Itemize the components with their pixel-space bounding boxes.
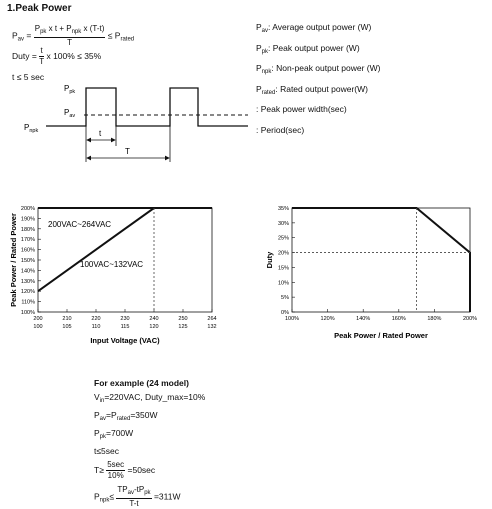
pav-num-b-sub: npk <box>71 29 82 35</box>
y-tick-label: 120% <box>20 289 35 296</box>
y-tick-label: 110% <box>21 299 35 306</box>
y-tick-label: 150% <box>20 258 35 264</box>
legend-item: $P_{rated}$: Rated output power(W) <box>256 83 368 96</box>
example-line-1: $V_{in}=220VAC$, Duty_max=10% <box>94 392 206 404</box>
example-title: For example (24 model) <box>94 378 189 388</box>
y-axis-label: Peak Power / Rated Power <box>9 213 18 307</box>
duty-lhs: Duty = <box>12 50 37 61</box>
pav-num-a: P <box>34 24 41 33</box>
pav-rel-sub: rated <box>120 36 135 43</box>
t-limit: t ≤ 5 sec <box>12 72 45 82</box>
x-tick-label-bottom: 125 <box>178 324 188 330</box>
duty-num: t <box>40 46 43 55</box>
y-tick-label: 30% <box>277 220 289 227</box>
x-axis-label: Input Voltage (VAC) <box>90 336 160 345</box>
example-line-2: $P_{av}=P_{rated}=350W$ <box>94 410 158 422</box>
pav-num-b: x t + P <box>48 24 72 33</box>
T-label: T <box>125 147 130 156</box>
example-line-4: t≤5sec <box>94 446 119 456</box>
x-tick-label: 180% <box>427 316 442 322</box>
x-tick-label-top: 230 <box>120 316 130 322</box>
plot-frame <box>292 208 470 312</box>
legend-item: $P_{npk}$: Non-peak output power (W) <box>256 63 381 75</box>
square-wave <box>46 88 248 126</box>
y-tick-label: 15% <box>277 265 289 272</box>
waveform-diagram <box>0 82 260 172</box>
ppk-level-label: $P_{pk}$ <box>64 84 76 95</box>
x-tick-label-top: 240 <box>149 316 159 322</box>
x-tick-label: 140% <box>356 316 371 322</box>
x-axis-label: Peak Power / Rated Power <box>334 331 428 340</box>
x-tick-label-bottom: 120 <box>149 324 159 330</box>
pav-num-a-sub: pk <box>40 29 47 35</box>
legend-item: $P_{pk}$: Peak output power (W) <box>256 42 360 55</box>
legend-item: : Period(sec) <box>256 124 305 135</box>
y-tick-label: 190% <box>20 216 35 223</box>
legend-item: $P_{av}$: Average output power (W) <box>256 22 372 34</box>
x-tick-label-top: 210 <box>62 316 72 322</box>
pnpk-level-label: $P_{npk}$ <box>24 123 39 134</box>
legend-item: : Peak power width(sec) <box>256 104 347 114</box>
section-title: 1.Peak Power <box>7 3 72 14</box>
y-tick-label: 20% <box>277 250 289 257</box>
example-line-3: $P_{pk}=700W$ <box>94 428 134 440</box>
y-tick-label: 200% <box>20 206 35 212</box>
y-tick-label: 0% <box>281 310 289 316</box>
duty-fraction <box>39 46 44 67</box>
legend <box>256 22 381 145</box>
y-tick-label: 35% <box>277 206 289 212</box>
x-tick-label: 160% <box>391 316 406 322</box>
x-tick-label-bottom: 132 <box>207 324 217 330</box>
chart-duty-vs-peak <box>258 196 492 356</box>
x-tick-label: 100% <box>284 316 300 322</box>
y-tick-label: 180% <box>20 226 35 233</box>
duty-den: T <box>39 57 45 66</box>
duty-formula <box>12 46 101 67</box>
x-tick-label-top: 264 <box>207 316 217 322</box>
y-tick-label: 130% <box>20 278 35 285</box>
pav-symbol: P <box>12 30 18 41</box>
y-tick-label: 160% <box>20 247 35 254</box>
duty-series-line <box>292 208 470 312</box>
y-tick-label: 10% <box>277 280 289 287</box>
example-line-5: T≥ $\frac{5\sec}{10\%}$ =50sec <box>94 460 156 480</box>
pav-rel: ≤ P <box>107 30 121 41</box>
x-tick-label-top: 220 <box>91 316 101 322</box>
x-tick-label-bottom: 110 <box>91 324 101 330</box>
example-block <box>94 378 205 509</box>
x-tick-label-top: 200 <box>33 316 43 322</box>
y-axis-label: Duty <box>265 251 274 269</box>
y-tick-label: 25% <box>277 235 289 242</box>
t-label: t <box>99 129 102 138</box>
y-tick-label: 140% <box>20 268 35 275</box>
pav-formula: $P_{av}$ = $\frac{P_{pk} x t + P_{npk} x (T-t)}{T}$ ≤ $P_{rated}$ <box>12 24 135 47</box>
y-tick-label: 170% <box>20 237 35 244</box>
series-label-200-264: 200VAC~264VAC <box>48 220 112 229</box>
x-tick-label-top: 250 <box>178 316 188 322</box>
duty-rhs: x 100% ≤ 35% <box>46 50 102 61</box>
pav-num-c: x (T-t) <box>83 24 105 33</box>
x-tick-label: 120% <box>320 316 335 322</box>
x-tick-label-bottom: 115 <box>120 324 130 330</box>
pav-fraction <box>34 24 106 48</box>
pav-level-label: $P_{av}$ <box>64 108 76 119</box>
example-line-6: $P_{npk}\le$ $\frac{TP_{av}-tP_{pk}}{T-t}$ =311W <box>94 485 181 508</box>
series-label-100-132: 100VAC~132VAC <box>80 260 144 269</box>
x-tick-label-bottom: 100 <box>33 324 43 330</box>
y-tick-label: 5% <box>281 295 289 302</box>
chart-peak-vs-voltage <box>0 196 240 356</box>
pav-den: T <box>67 38 72 47</box>
pav-sub: av <box>17 36 25 43</box>
y-tick-label: 100% <box>20 310 35 316</box>
x-tick-label: 200% <box>462 316 478 322</box>
x-tick-label-bottom: 105 <box>62 324 72 330</box>
